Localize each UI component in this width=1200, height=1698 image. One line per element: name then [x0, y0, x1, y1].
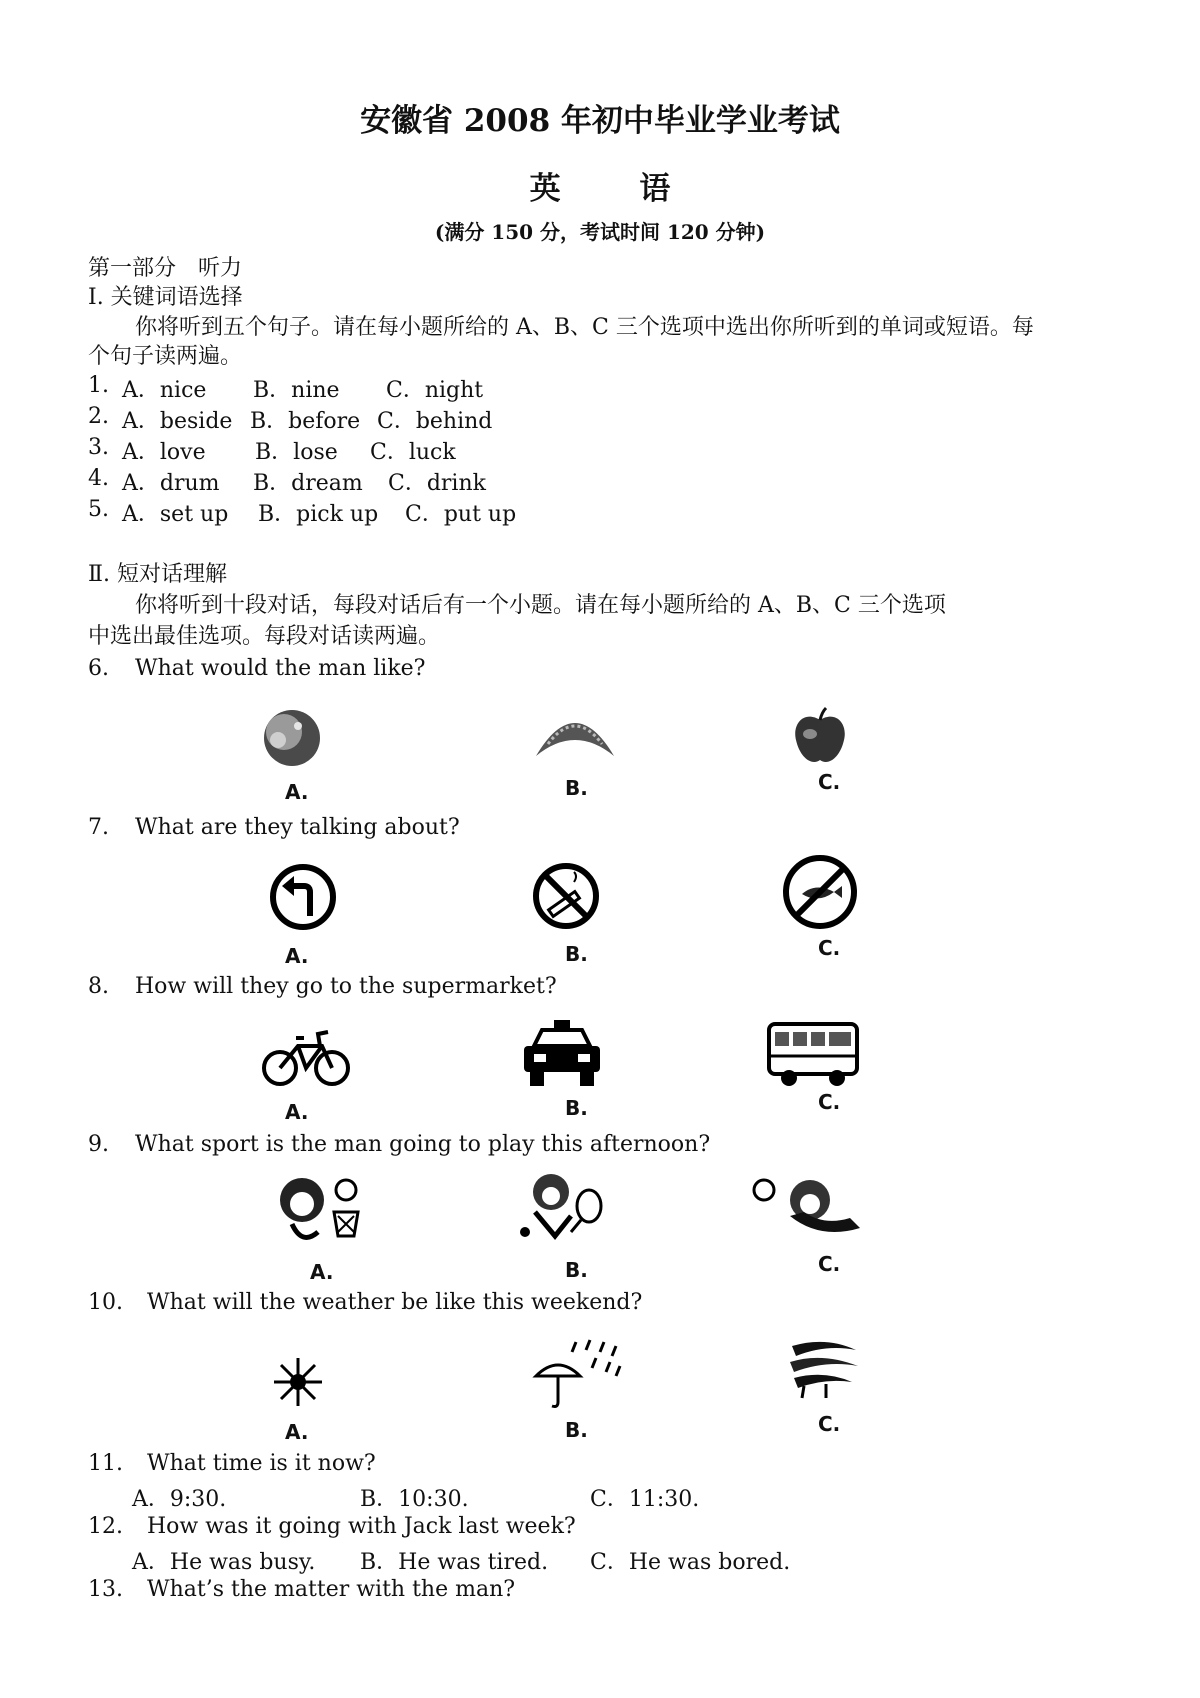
question-number: 8.	[88, 974, 109, 999]
option-b[interactable]: B．10:30.	[360, 1487, 469, 1512]
option-b-label: B.	[565, 1258, 588, 1282]
question-text: What’s the matter with the man?	[147, 1577, 516, 1602]
option-a-label: A.	[285, 780, 309, 804]
option-c-label: C.	[818, 1252, 841, 1276]
option-a-label: A.	[285, 944, 309, 968]
windy-icon[interactable]	[786, 1336, 862, 1402]
option-b[interactable]: B．lose	[255, 440, 338, 465]
tennis-mascot-icon[interactable]	[515, 1166, 607, 1250]
option-a[interactable]: A．beside	[122, 409, 233, 434]
bicycle-icon[interactable]	[260, 1020, 352, 1090]
question-text: How was it going with Jack last week?	[147, 1514, 576, 1539]
option-b-label: B.	[565, 1418, 588, 1442]
question-text: How will they go to the supermarket?	[135, 974, 557, 999]
option-b-label: B.	[565, 776, 588, 800]
no-smoking-sign-icon[interactable]	[530, 860, 602, 932]
option-c-label: C.	[818, 770, 841, 794]
question-number: 12.	[88, 1514, 123, 1539]
option-c[interactable]: C．luck	[370, 440, 456, 465]
snowflake-icon[interactable]	[270, 1354, 326, 1410]
question-number: 11.	[88, 1451, 123, 1476]
volleyball-mascot-icon[interactable]	[750, 1170, 868, 1250]
section1-instruction-line2: 个句子读两遍。	[88, 344, 243, 369]
question-number: 6.	[88, 656, 109, 681]
option-a-label: A.	[285, 1100, 309, 1124]
exam-title: 安徽省 2008 年初中毕业学业考试	[360, 103, 840, 139]
half-moon-cake-icon[interactable]	[530, 702, 620, 762]
section2-heading: Ⅱ. 短对话理解	[88, 562, 227, 587]
option-c[interactable]: C．11:30.	[590, 1487, 700, 1512]
question-text: What sport is the man going to play this afternoon?	[135, 1132, 711, 1157]
option-b-label: B.	[565, 1096, 588, 1120]
exam-note: (满分 150 分，考试时间 120 分钟)	[434, 220, 766, 244]
section2-instruction-line2: 中选出最佳选项。每段对话读两遍。	[88, 624, 441, 649]
section1-heading: Ⅰ. 关键词语选择	[88, 285, 243, 310]
question-number: 2.	[88, 404, 109, 429]
option-a-label: A.	[285, 1420, 309, 1444]
taxi-icon[interactable]	[520, 1018, 604, 1090]
option-c-label: C.	[818, 1412, 841, 1436]
section2-instruction-line1: 你将听到十段对话，每段对话后有一个小题。请在每小题所给的 A、B、C 三个选项	[135, 593, 946, 618]
option-b[interactable]: B．before	[250, 409, 361, 434]
section1-instruction-line1: 你将听到五个句子。请在每小题所给的 A、B、C 三个选项中选出你所听到的单词或短语。每	[135, 315, 1034, 340]
option-a[interactable]: A．9:30.	[132, 1487, 227, 1512]
question-number: 5.	[88, 497, 109, 522]
option-b[interactable]: B．nine	[253, 378, 340, 403]
option-c-label: C.	[818, 936, 841, 960]
option-a[interactable]: A．He was busy.	[132, 1550, 316, 1575]
question-number: 4.	[88, 466, 109, 491]
no-fishing-sign-icon[interactable]	[780, 852, 860, 932]
option-c[interactable]: C．He was bored.	[590, 1550, 791, 1575]
moon-cake-icon[interactable]	[258, 704, 326, 772]
option-b[interactable]: B．dream	[253, 471, 363, 496]
option-b-label: B.	[565, 942, 588, 966]
option-c-label: C.	[818, 1090, 841, 1114]
question-text: What will the weather be like this weekend?	[147, 1290, 643, 1315]
question-number: 1.	[88, 373, 109, 398]
option-c[interactable]: C．night	[386, 378, 484, 403]
question-text: What time is it now?	[147, 1451, 376, 1476]
option-b[interactable]: B．pick up	[258, 502, 379, 527]
option-a-label: A.	[310, 1260, 334, 1284]
no-left-turn-sign-icon[interactable]	[268, 862, 338, 932]
question-number: 10.	[88, 1290, 123, 1315]
rain-umbrella-icon[interactable]	[532, 1336, 628, 1412]
part1-heading: 第一部分 听力	[88, 256, 243, 281]
bus-icon[interactable]	[765, 1018, 861, 1090]
basketball-mascot-icon[interactable]	[268, 1170, 368, 1250]
question-text: What would the man like?	[135, 656, 426, 681]
question-number: 13.	[88, 1577, 123, 1602]
option-c[interactable]: C．drink	[388, 471, 486, 496]
option-a[interactable]: A．love	[122, 440, 206, 465]
option-a[interactable]: A．nice	[122, 378, 207, 403]
question-number: 7.	[88, 815, 109, 840]
option-c[interactable]: C．behind	[377, 409, 493, 434]
question-text: What are they talking about?	[135, 815, 460, 840]
exam-subject: 英 语	[529, 171, 705, 207]
question-number: 3.	[88, 435, 109, 460]
question-number: 9.	[88, 1132, 109, 1157]
option-b[interactable]: B．He was tired.	[360, 1550, 549, 1575]
option-a[interactable]: A．drum	[122, 471, 220, 496]
apple-icon[interactable]	[790, 706, 850, 768]
option-c[interactable]: C．put up	[405, 502, 517, 527]
option-a[interactable]: A．set up	[122, 502, 229, 527]
